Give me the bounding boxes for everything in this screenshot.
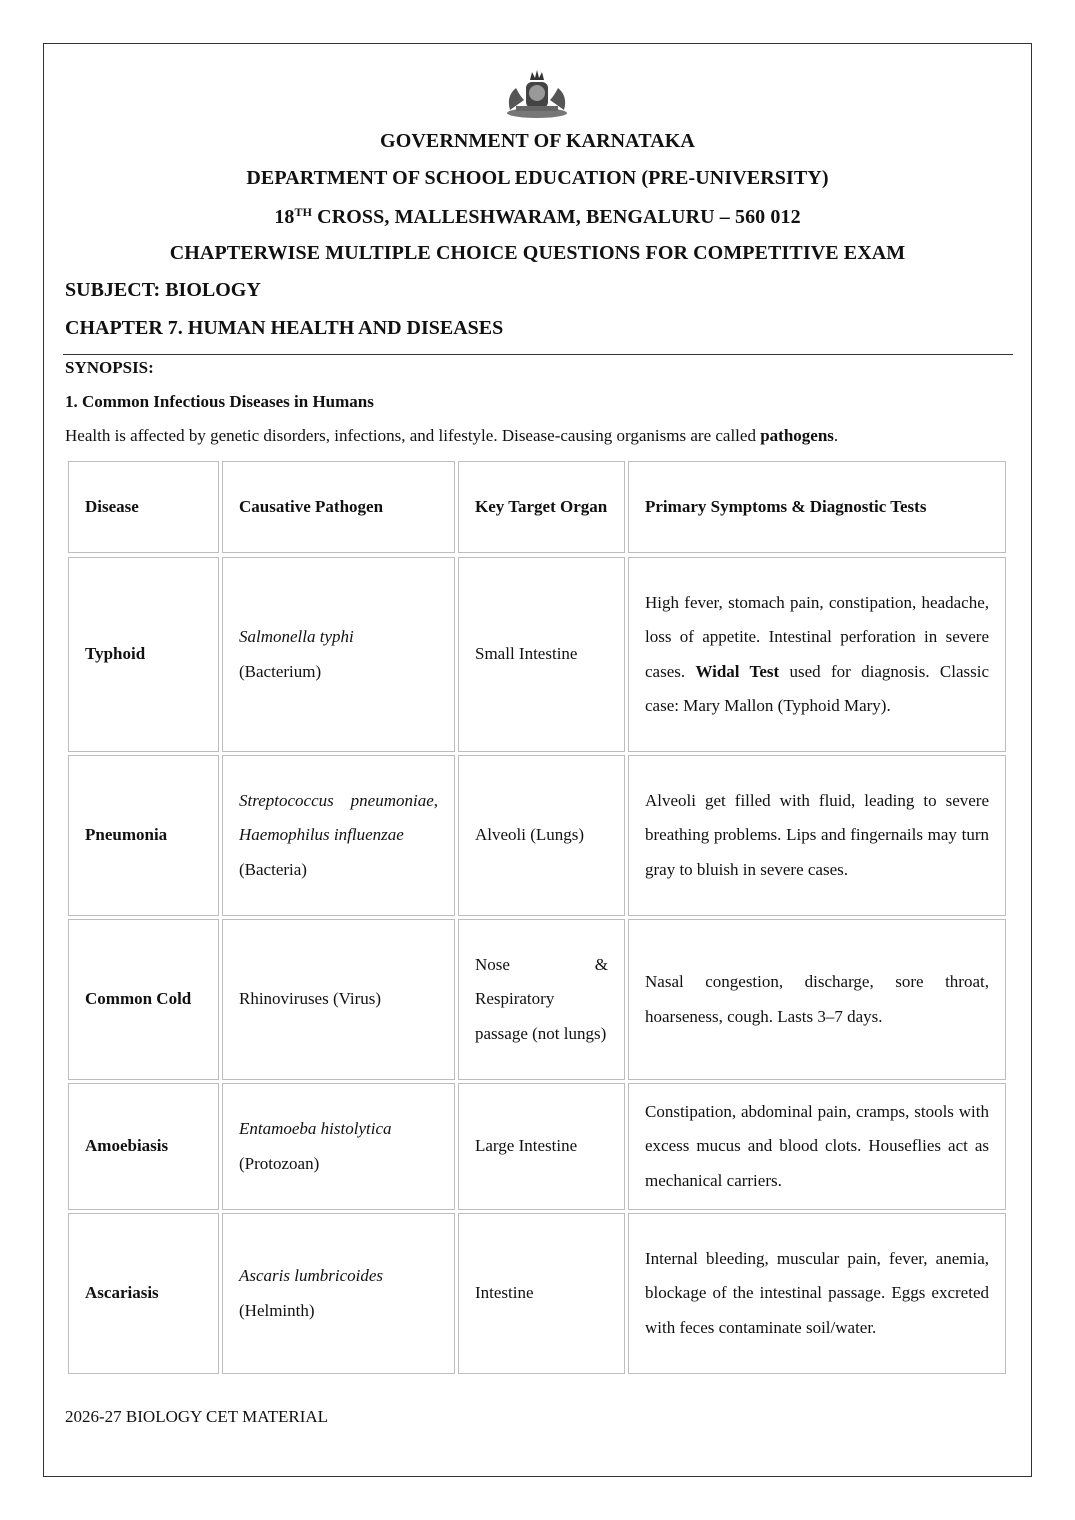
state-emblem-icon: [502, 66, 572, 120]
header-document-title: CHAPTERWISE MULTIPLE CHOICE QUESTIONS FOR COMPETITIVE EXAM: [169, 242, 906, 264]
table-cell-pathogen: Rhinoviruses (Virus): [222, 919, 455, 1080]
header-address: 18TH CROSS, MALLESHWARAM, BENGALURU – 560 012: [274, 205, 801, 228]
header-government: GOVERNMENT OF KARNATAKA: [380, 130, 695, 152]
table-cell-organ: Nose & Respiratory passage (not lungs): [458, 919, 625, 1080]
table-header-disease: Disease: [68, 461, 219, 553]
table-cell-symptoms: High fever, stomach pain, constipation, headache, loss of appetite. Intestinal perforation in severe cases. Widal Test used for diagnosis. Classic case: Mary Mallon (Typhoid Mary).: [628, 557, 1006, 752]
table-cell-organ: Intestine: [458, 1213, 625, 1374]
table-cell-symptoms: Constipation, abdominal pain, cramps, stools with excess mucus and blood clots. Houseflies act as mechanical carriers.: [628, 1083, 1006, 1210]
page-footer: 2026-27 BIOLOGY CET MATERIAL: [65, 1407, 329, 1426]
table-cell-pathogen: Ascaris lumbricoides (Helminth): [222, 1213, 455, 1374]
table-cell-disease: Ascariasis: [68, 1213, 219, 1374]
subject-heading: SUBJECT: BIOLOGY: [65, 279, 261, 301]
table-cell-disease: Typhoid: [68, 557, 219, 752]
table-cell-symptoms: Internal bleeding, muscular pain, fever, anemia, blockage of the intestinal passage. Eggs excreted with feces contaminate soil/water.: [628, 1213, 1006, 1374]
table-cell-disease: Common Cold: [68, 919, 219, 1080]
table-header-symptoms: Primary Symptoms & Diagnostic Tests: [628, 461, 1006, 553]
table-cell-symptoms: Nasal congestion, discharge, sore throat, hoarseness, cough. Lasts 3–7 days.: [628, 919, 1006, 1080]
table-header-organ: Key Target Organ: [458, 461, 625, 553]
chapter-heading: CHAPTER 7. HUMAN HEALTH AND DISEASES: [65, 317, 504, 339]
table-cell-symptoms: Alveoli get filled with fluid, leading to severe breathing problems. Lips and fingernails may turn gray to bluish in severe cases.: [628, 755, 1006, 916]
table-cell-organ: Alveoli (Lungs): [458, 755, 625, 916]
synopsis-label: SYNOPSIS:: [65, 358, 154, 377]
table-cell-pathogen: Entamoeba histolytica (Protozoan): [222, 1083, 455, 1210]
header-department: DEPARTMENT OF SCHOOL EDUCATION (PRE-UNIVERSITY): [246, 167, 829, 189]
table-cell-disease: Pneumonia: [68, 755, 219, 916]
table-cell-pathogen: Salmonella typhi (Bacterium): [222, 557, 455, 752]
table-cell-organ: Large Intestine: [458, 1083, 625, 1210]
section-intro: Health is affected by genetic disorders, infections, and lifestyle. Disease-causing organisms are called pathogens.: [65, 426, 839, 445]
table-cell-organ: Small Intestine: [458, 557, 625, 752]
header-divider: [63, 354, 1013, 355]
table-cell-pathogen: Streptococcus pneumoniae, Haemophilus influenzae (Bacteria): [222, 755, 455, 916]
table-cell-disease: Amoebiasis: [68, 1083, 219, 1210]
section-title: 1. Common Infectious Diseases in Humans: [65, 392, 374, 411]
table-header-pathogen: Causative Pathogen: [222, 461, 455, 553]
